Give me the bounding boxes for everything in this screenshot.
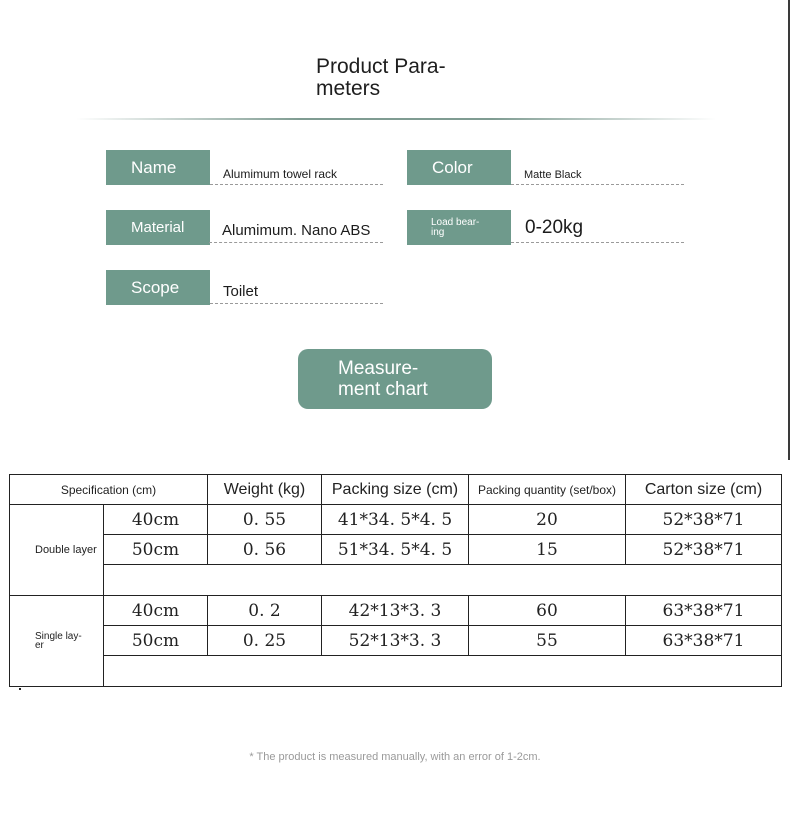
table-row (10, 505, 782, 535)
title-divider (76, 118, 716, 120)
param-value-scope: Toilet (210, 282, 383, 304)
cell-weight: 0. 56 (208, 535, 322, 565)
cell-packing-quantity: 60 (469, 596, 626, 626)
param-value-name: Alumimum towel rack (210, 163, 383, 185)
param-label-color: Color (407, 150, 511, 185)
cell-carton-size: 52*38*71 (626, 535, 782, 565)
cell-packing-quantity: 15 (469, 535, 626, 565)
empty-cell (104, 656, 782, 687)
cell-weight: 0. 25 (208, 626, 322, 656)
cell-carton-size: 63*38*71 (626, 626, 782, 656)
param-label-load-bearing: Load bear- ing (407, 210, 511, 245)
cell-packing-quantity: 55 (469, 626, 626, 656)
param-label-material: Material (106, 210, 210, 245)
group-label-double-layer: Double layer (10, 505, 104, 596)
stray-dot (19, 688, 21, 690)
measurement-chart-banner: Measure- ment chart (298, 349, 492, 409)
header-weight: Weight (kg) (208, 475, 322, 505)
empty-cell (104, 565, 782, 596)
table-spacer-row (10, 656, 782, 687)
header-specification: Specification (cm) (10, 475, 208, 505)
header-carton-size: Carton size (cm) (626, 475, 782, 505)
table-row (10, 626, 782, 656)
cell-carton-size: 63*38*71 (626, 596, 782, 626)
param-label-scope: Scope (106, 270, 210, 305)
footnote: * The product is measured manually, with an error of 1-2cm. (249, 751, 541, 763)
cell-packing-size: 52*13*3. 3 (322, 626, 469, 656)
cell-packing-size: 51*34. 5*4. 5 (322, 535, 469, 565)
group-label-single-layer: Single lay- er (10, 596, 104, 687)
cell-packing-quantity: 20 (469, 505, 626, 535)
param-label-name: Name (106, 150, 210, 185)
header-packing-quantity: Packing quantity (set/box) (469, 475, 626, 505)
cell-weight: 0. 2 (208, 596, 322, 626)
table-row (10, 535, 782, 565)
table-row (10, 596, 782, 626)
table-spacer-row (10, 565, 782, 596)
cell-packing-size: 41*34. 5*4. 5 (322, 505, 469, 535)
cell-spec: 50cm (104, 626, 208, 656)
cell-spec: 40cm (104, 596, 208, 626)
cell-carton-size: 52*38*71 (626, 505, 782, 535)
cell-weight: 0. 55 (208, 505, 322, 535)
page-title: Product Para- meters (316, 55, 446, 100)
header-packing-size: Packing size (cm) (322, 475, 469, 505)
param-value-material: Alumimum. Nano ABS (209, 221, 383, 243)
table-header-row (10, 475, 782, 505)
cell-spec: 40cm (104, 505, 208, 535)
specification-table (9, 474, 782, 687)
param-value-color: Matte Black (511, 163, 684, 185)
cell-packing-size: 42*13*3. 3 (322, 596, 469, 626)
param-value-load-bearing: 0-20kg (511, 221, 684, 243)
cell-spec: 50cm (104, 535, 208, 565)
